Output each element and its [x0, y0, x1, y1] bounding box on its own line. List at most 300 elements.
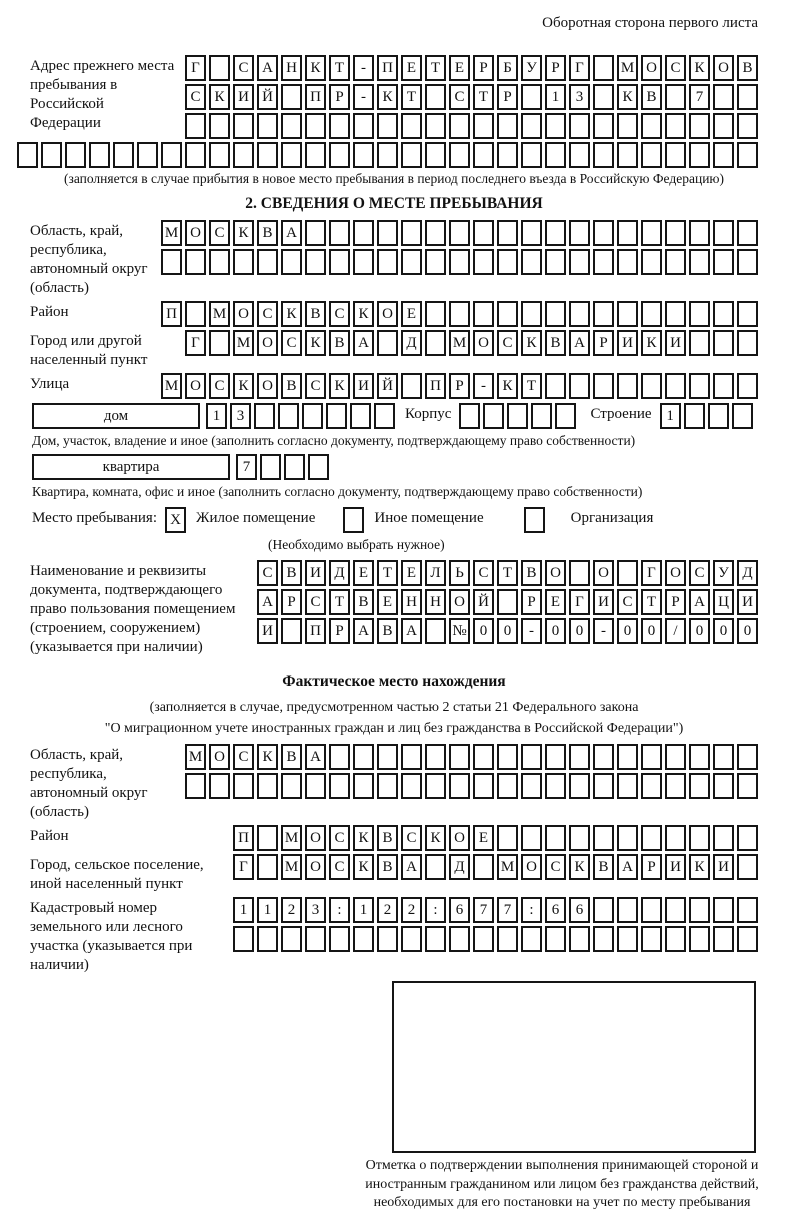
char-box[interactable] [497, 249, 518, 275]
char-box[interactable] [281, 926, 302, 952]
char-box[interactable] [233, 926, 254, 952]
char-box[interactable] [473, 854, 494, 880]
char-box[interactable]: А [401, 618, 422, 644]
char-box[interactable] [401, 142, 422, 168]
char-box[interactable]: А [689, 589, 710, 615]
char-box[interactable] [713, 220, 734, 246]
char-box[interactable]: Й [473, 589, 494, 615]
char-box[interactable] [521, 301, 542, 327]
char-box[interactable] [684, 403, 705, 429]
char-box[interactable]: Р [329, 618, 350, 644]
char-box[interactable] [449, 142, 470, 168]
char-box[interactable]: С [257, 301, 278, 327]
char-box[interactable] [308, 454, 329, 480]
char-box[interactable]: Д [329, 560, 350, 586]
char-box[interactable]: 1 [660, 403, 681, 429]
char-box[interactable] [401, 773, 422, 799]
char-box[interactable] [401, 249, 422, 275]
char-box[interactable]: Г [641, 560, 662, 586]
char-box[interactable] [353, 926, 374, 952]
char-box[interactable] [497, 301, 518, 327]
char-box[interactable] [521, 220, 542, 246]
char-box[interactable] [713, 249, 734, 275]
char-box[interactable] [665, 897, 686, 923]
char-box[interactable]: К [233, 220, 254, 246]
char-box[interactable]: М [497, 854, 518, 880]
char-box[interactable]: 3 [305, 897, 326, 923]
char-box[interactable]: С [233, 55, 254, 81]
char-box[interactable]: И [257, 618, 278, 644]
char-box[interactable] [302, 403, 323, 429]
char-box[interactable] [689, 897, 710, 923]
char-box[interactable] [641, 773, 662, 799]
char-box[interactable] [254, 403, 275, 429]
char-box[interactable] [257, 854, 278, 880]
char-box[interactable]: 7 [473, 897, 494, 923]
char-box[interactable] [555, 403, 576, 429]
char-box[interactable]: И [713, 854, 734, 880]
char-box[interactable] [737, 142, 758, 168]
char-box[interactable] [569, 142, 590, 168]
char-box[interactable]: С [329, 825, 350, 851]
char-box[interactable]: 0 [473, 618, 494, 644]
char-box[interactable]: М [161, 373, 182, 399]
char-box[interactable]: 6 [569, 897, 590, 923]
char-box[interactable]: О [305, 825, 326, 851]
char-box[interactable]: 0 [497, 618, 518, 644]
char-box[interactable]: Т [329, 589, 350, 615]
char-box[interactable]: О [257, 373, 278, 399]
char-box[interactable]: А [353, 330, 374, 356]
char-box[interactable] [284, 454, 305, 480]
char-box[interactable]: Т [401, 84, 422, 110]
char-box[interactable]: В [737, 55, 758, 81]
char-box[interactable] [521, 84, 542, 110]
char-box[interactable] [185, 249, 206, 275]
char-box[interactable]: К [353, 854, 374, 880]
char-box[interactable] [521, 142, 542, 168]
char-box[interactable]: Д [449, 854, 470, 880]
char-box[interactable] [425, 773, 446, 799]
char-box[interactable] [665, 926, 686, 952]
char-box[interactable]: К [497, 373, 518, 399]
char-box[interactable] [737, 854, 758, 880]
char-box[interactable] [425, 220, 446, 246]
char-box[interactable]: П [305, 84, 326, 110]
char-box[interactable] [497, 589, 518, 615]
char-box[interactable] [569, 373, 590, 399]
char-box[interactable] [713, 301, 734, 327]
char-box[interactable]: О [545, 560, 566, 586]
char-box[interactable] [641, 113, 662, 139]
char-box[interactable] [569, 249, 590, 275]
char-box[interactable] [737, 825, 758, 851]
char-box[interactable]: У [521, 55, 542, 81]
char-box[interactable]: Р [449, 373, 470, 399]
char-box[interactable]: С [545, 854, 566, 880]
char-box[interactable]: 7 [236, 454, 257, 480]
char-box[interactable] [521, 926, 542, 952]
char-box[interactable]: С [209, 373, 230, 399]
char-box[interactable] [689, 301, 710, 327]
char-box[interactable]: Е [473, 825, 494, 851]
char-box[interactable] [449, 220, 470, 246]
char-box[interactable] [257, 926, 278, 952]
char-box[interactable] [569, 560, 590, 586]
char-box[interactable]: И [665, 854, 686, 880]
char-box[interactable]: М [449, 330, 470, 356]
char-box[interactable]: Н [401, 589, 422, 615]
char-box[interactable]: Г [233, 854, 254, 880]
char-box[interactable] [459, 403, 480, 429]
char-box[interactable]: Р [473, 55, 494, 81]
char-box[interactable]: 0 [689, 618, 710, 644]
char-box[interactable]: С [473, 560, 494, 586]
char-box[interactable]: П [161, 301, 182, 327]
char-box[interactable] [593, 249, 614, 275]
char-box[interactable]: К [305, 330, 326, 356]
char-box[interactable]: К [689, 854, 710, 880]
char-box[interactable] [305, 113, 326, 139]
char-box[interactable] [617, 220, 638, 246]
char-box[interactable]: О [305, 854, 326, 880]
char-box[interactable] [665, 113, 686, 139]
char-box[interactable] [449, 113, 470, 139]
char-box[interactable]: Й [377, 373, 398, 399]
char-box[interactable]: 1 [545, 84, 566, 110]
char-box[interactable] [425, 618, 446, 644]
char-box[interactable] [257, 142, 278, 168]
char-box[interactable] [569, 301, 590, 327]
char-box[interactable]: О [377, 301, 398, 327]
char-box[interactable] [353, 142, 374, 168]
char-box[interactable]: Т [377, 560, 398, 586]
char-box[interactable] [497, 142, 518, 168]
char-box[interactable]: С [449, 84, 470, 110]
char-box[interactable]: В [281, 744, 302, 770]
char-box[interactable]: В [521, 560, 542, 586]
char-box[interactable]: 0 [545, 618, 566, 644]
char-box[interactable] [473, 220, 494, 246]
char-box[interactable]: И [593, 589, 614, 615]
char-box[interactable]: 6 [449, 897, 470, 923]
char-box[interactable] [305, 773, 326, 799]
char-box[interactable] [425, 84, 446, 110]
char-box[interactable]: М [185, 744, 206, 770]
char-box[interactable] [713, 897, 734, 923]
char-box[interactable] [617, 249, 638, 275]
char-box[interactable] [713, 113, 734, 139]
char-box[interactable]: 0 [641, 618, 662, 644]
char-box[interactable]: П [233, 825, 254, 851]
char-box[interactable] [689, 330, 710, 356]
char-box[interactable] [353, 773, 374, 799]
char-box[interactable]: 1 [233, 897, 254, 923]
char-box[interactable] [641, 142, 662, 168]
char-box[interactable] [713, 744, 734, 770]
char-box[interactable]: В [545, 330, 566, 356]
char-box[interactable]: - [593, 618, 614, 644]
char-box[interactable] [545, 142, 566, 168]
char-box[interactable]: Г [569, 589, 590, 615]
char-box[interactable]: М [281, 854, 302, 880]
char-box[interactable] [737, 373, 758, 399]
char-box[interactable] [350, 403, 371, 429]
char-box[interactable]: М [233, 330, 254, 356]
char-box[interactable] [545, 773, 566, 799]
checkbox-organization[interactable] [524, 507, 545, 533]
char-box[interactable] [425, 142, 446, 168]
char-box[interactable] [732, 403, 753, 429]
char-box[interactable] [665, 744, 686, 770]
char-box[interactable] [617, 560, 638, 586]
char-box[interactable] [377, 249, 398, 275]
char-box[interactable] [593, 897, 614, 923]
char-box[interactable] [425, 926, 446, 952]
char-box[interactable] [377, 744, 398, 770]
char-box[interactable] [737, 301, 758, 327]
char-box[interactable]: : [425, 897, 446, 923]
char-box[interactable]: - [353, 55, 374, 81]
char-box[interactable] [665, 142, 686, 168]
char-box[interactable] [545, 301, 566, 327]
char-box[interactable] [641, 301, 662, 327]
char-box[interactable]: С [401, 825, 422, 851]
char-box[interactable]: С [209, 220, 230, 246]
char-box[interactable]: С [305, 373, 326, 399]
char-box[interactable]: О [257, 330, 278, 356]
char-box[interactable] [545, 373, 566, 399]
char-box[interactable] [497, 926, 518, 952]
char-box[interactable] [593, 142, 614, 168]
char-box[interactable] [425, 744, 446, 770]
char-box[interactable] [617, 825, 638, 851]
char-box[interactable]: Р [497, 84, 518, 110]
char-box[interactable]: Р [641, 854, 662, 880]
char-box[interactable] [473, 113, 494, 139]
char-box[interactable]: Т [521, 373, 542, 399]
char-box[interactable] [353, 249, 374, 275]
char-box[interactable]: К [689, 55, 710, 81]
char-box[interactable]: Т [497, 560, 518, 586]
char-box[interactable] [531, 403, 552, 429]
char-box[interactable] [737, 744, 758, 770]
char-box[interactable]: П [425, 373, 446, 399]
char-box[interactable]: Л [425, 560, 446, 586]
char-box[interactable] [593, 84, 614, 110]
char-box[interactable] [569, 825, 590, 851]
char-box[interactable]: И [353, 373, 374, 399]
char-box[interactable]: И [305, 560, 326, 586]
char-box[interactable] [473, 926, 494, 952]
char-box[interactable] [497, 220, 518, 246]
char-box[interactable] [545, 926, 566, 952]
char-box[interactable]: 1 [206, 403, 227, 429]
char-box[interactable] [278, 403, 299, 429]
char-box[interactable] [281, 113, 302, 139]
char-box[interactable] [473, 249, 494, 275]
char-box[interactable]: А [401, 854, 422, 880]
char-box[interactable]: О [185, 220, 206, 246]
char-box[interactable]: Ц [713, 589, 734, 615]
char-box[interactable]: О [449, 825, 470, 851]
char-box[interactable]: Д [737, 560, 758, 586]
char-box[interactable] [425, 330, 446, 356]
char-box[interactable]: Е [545, 589, 566, 615]
char-box[interactable]: И [737, 589, 758, 615]
char-box[interactable]: В [281, 560, 302, 586]
char-box[interactable]: Т [329, 55, 350, 81]
char-box[interactable]: 1 [353, 897, 374, 923]
char-box[interactable]: А [257, 589, 278, 615]
char-box[interactable]: О [521, 854, 542, 880]
char-box[interactable] [113, 142, 134, 168]
char-box[interactable] [665, 84, 686, 110]
char-box[interactable] [449, 926, 470, 952]
char-box[interactable]: К [257, 744, 278, 770]
char-box[interactable]: 2 [401, 897, 422, 923]
char-box[interactable]: С [689, 560, 710, 586]
char-box[interactable] [185, 142, 206, 168]
char-box[interactable] [617, 113, 638, 139]
char-box[interactable]: П [305, 618, 326, 644]
char-box[interactable]: У [713, 560, 734, 586]
char-box[interactable] [593, 926, 614, 952]
char-box[interactable] [641, 897, 662, 923]
char-box[interactable] [617, 744, 638, 770]
char-box[interactable]: О [641, 55, 662, 81]
char-box[interactable] [593, 113, 614, 139]
char-box[interactable]: 7 [689, 84, 710, 110]
char-box[interactable] [401, 220, 422, 246]
flat-type-box[interactable]: квартира [32, 454, 230, 480]
char-box[interactable]: 0 [737, 618, 758, 644]
char-box[interactable] [401, 373, 422, 399]
char-box[interactable]: 0 [569, 618, 590, 644]
char-box[interactable] [65, 142, 86, 168]
char-box[interactable] [305, 249, 326, 275]
char-box[interactable] [401, 926, 422, 952]
char-box[interactable] [641, 249, 662, 275]
char-box[interactable] [507, 403, 528, 429]
char-box[interactable] [641, 825, 662, 851]
char-box[interactable] [257, 249, 278, 275]
char-box[interactable] [665, 220, 686, 246]
char-box[interactable] [257, 113, 278, 139]
char-box[interactable] [689, 825, 710, 851]
char-box[interactable]: В [305, 301, 326, 327]
char-box[interactable]: О [713, 55, 734, 81]
checkbox-residential[interactable]: X [165, 507, 186, 533]
char-box[interactable] [617, 773, 638, 799]
char-box[interactable] [353, 220, 374, 246]
char-box[interactable]: Р [545, 55, 566, 81]
char-box[interactable] [377, 113, 398, 139]
char-box[interactable] [209, 113, 230, 139]
char-box[interactable] [233, 142, 254, 168]
char-box[interactable] [689, 220, 710, 246]
char-box[interactable]: А [617, 854, 638, 880]
char-box[interactable] [425, 113, 446, 139]
char-box[interactable]: В [377, 618, 398, 644]
char-box[interactable] [483, 403, 504, 429]
char-box[interactable] [593, 301, 614, 327]
char-box[interactable] [209, 55, 230, 81]
char-box[interactable] [449, 744, 470, 770]
char-box[interactable] [497, 744, 518, 770]
char-box[interactable]: Р [593, 330, 614, 356]
char-box[interactable] [281, 249, 302, 275]
char-box[interactable]: К [617, 84, 638, 110]
char-box[interactable] [473, 142, 494, 168]
char-box[interactable] [329, 142, 350, 168]
char-box[interactable] [233, 113, 254, 139]
char-box[interactable] [665, 373, 686, 399]
char-box[interactable]: Е [401, 301, 422, 327]
char-box[interactable]: Е [401, 55, 422, 81]
char-box[interactable] [737, 113, 758, 139]
char-box[interactable] [617, 142, 638, 168]
char-box[interactable]: В [329, 330, 350, 356]
char-box[interactable] [497, 113, 518, 139]
char-box[interactable]: М [161, 220, 182, 246]
char-box[interactable] [617, 301, 638, 327]
char-box[interactable] [260, 454, 281, 480]
char-box[interactable] [569, 744, 590, 770]
char-box[interactable] [713, 84, 734, 110]
char-box[interactable]: С [329, 301, 350, 327]
char-box[interactable] [545, 220, 566, 246]
char-box[interactable] [17, 142, 38, 168]
char-box[interactable] [545, 744, 566, 770]
char-box[interactable] [689, 926, 710, 952]
char-box[interactable]: Т [641, 589, 662, 615]
char-box[interactable]: 6 [545, 897, 566, 923]
char-box[interactable] [737, 249, 758, 275]
char-box[interactable] [617, 926, 638, 952]
char-box[interactable] [377, 926, 398, 952]
char-box[interactable] [708, 403, 729, 429]
char-box[interactable]: В [377, 854, 398, 880]
char-box[interactable] [401, 744, 422, 770]
char-box[interactable] [689, 373, 710, 399]
char-box[interactable]: Г [569, 55, 590, 81]
char-box[interactable] [689, 113, 710, 139]
char-box[interactable]: О [665, 560, 686, 586]
char-box[interactable]: О [233, 301, 254, 327]
char-box[interactable] [137, 142, 158, 168]
char-box[interactable]: Т [473, 84, 494, 110]
char-box[interactable]: Е [401, 560, 422, 586]
char-box[interactable]: К [233, 373, 254, 399]
char-box[interactable]: Р [665, 589, 686, 615]
char-box[interactable] [281, 142, 302, 168]
char-box[interactable] [617, 373, 638, 399]
char-box[interactable]: Р [329, 84, 350, 110]
house-type-box[interactable]: дом [32, 403, 200, 429]
char-box[interactable] [281, 618, 302, 644]
char-box[interactable] [449, 249, 470, 275]
char-box[interactable]: В [257, 220, 278, 246]
char-box[interactable] [641, 220, 662, 246]
char-box[interactable]: 0 [617, 618, 638, 644]
char-box[interactable] [713, 773, 734, 799]
char-box[interactable]: А [281, 220, 302, 246]
char-box[interactable] [281, 773, 302, 799]
char-box[interactable] [353, 744, 374, 770]
char-box[interactable] [641, 744, 662, 770]
char-box[interactable]: С [281, 330, 302, 356]
